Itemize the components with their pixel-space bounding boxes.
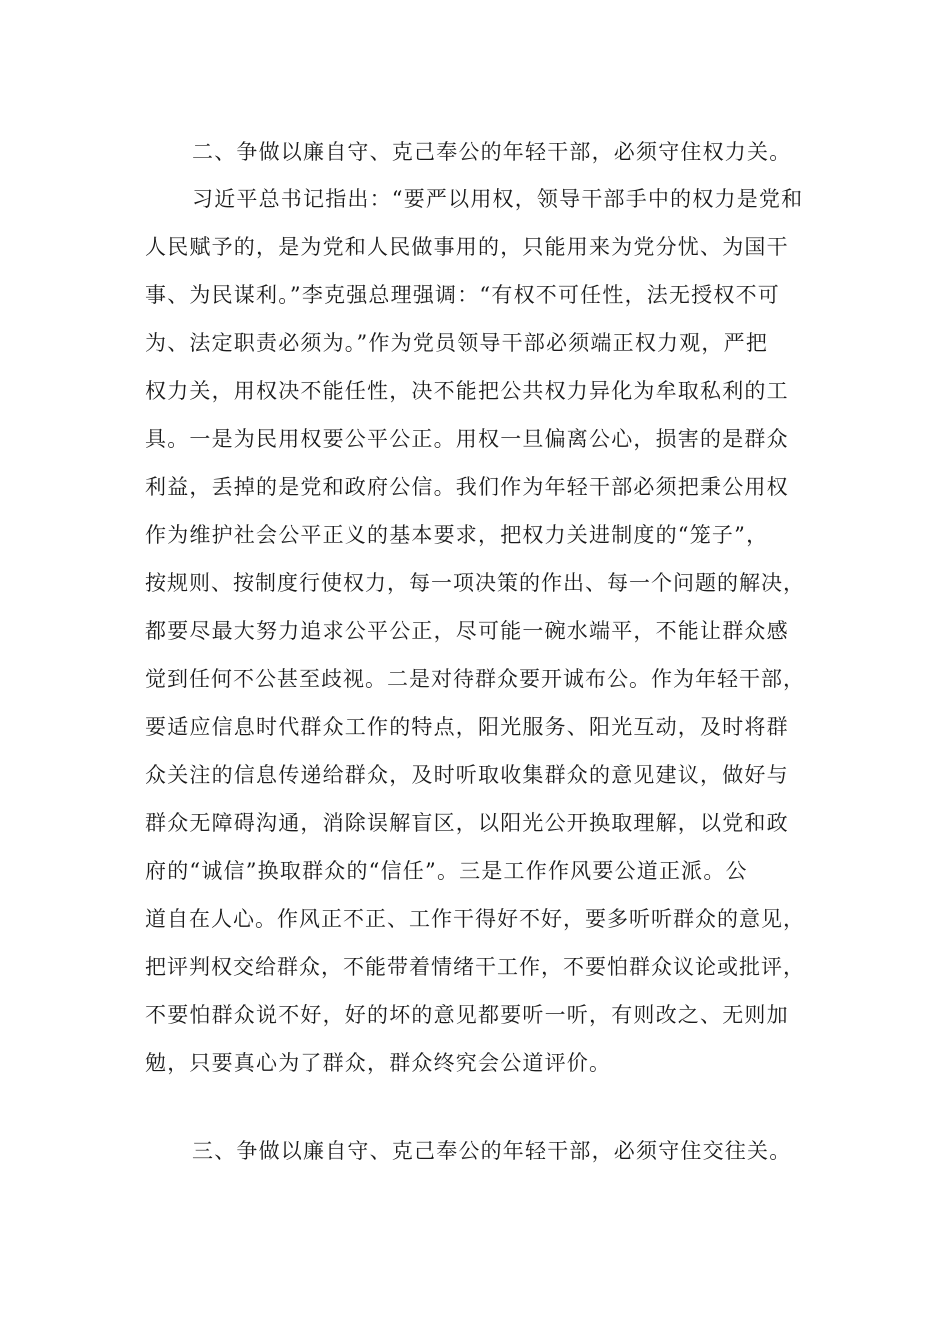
paragraph-line: 都要尽最大努力追求公平公正，尽可能一碗水端平，不能让群众感 (145, 619, 789, 643)
paragraph-line: 按规则、按制度行使权力，每一项决策的作出、每一个问题的解决， (145, 571, 805, 595)
paragraph-line: 为、法定职责必须为。”作为党员领导干部必须端正权力观，严把 (145, 331, 769, 355)
paragraph-line: 不要怕群众说不好，好的坏的意见都要听一听，有则改之、无则加 (145, 1003, 789, 1027)
paragraph-line: 具。一是为民用权要公平公正。用权一旦偏离公心，损害的是群众 (145, 427, 789, 451)
paragraph-line: 府的“诚信”换取群众的“信任”。三是工作作风要公道正派。公 (145, 859, 748, 883)
paragraph-line: 要适应信息时代群众工作的特点，阳光服务、阳光互动，及时将群 (145, 715, 789, 739)
paragraph-line: 觉到任何不公甚至歧视。二是对待群众要开诚布公。作为年轻干部， (145, 667, 805, 691)
paragraph-line: 众关注的信息传递给群众，及时听取收集群众的意见建议，做好与 (145, 763, 789, 787)
paragraph-line: 人民赋予的，是为党和人民做事用的，只能用来为党分忧、为国干 (145, 235, 789, 259)
paragraph-line: 把评判权交给群众，不能带着情绪干工作，不要怕群众议论或批评， (145, 955, 805, 979)
paragraph-line: 利益，丢掉的是党和政府公信。我们作为年轻干部必须把秉公用权 (145, 475, 789, 499)
paragraph-line: 权力关，用权决不能任性，决不能把公共权力异化为牟取私利的工 (145, 379, 789, 403)
section-heading-three: 三、争做以廉自守、克己奉公的年轻干部，必须守住交往关。 (192, 1139, 792, 1163)
paragraph-line: 勉，只要真心为了群众，群众终究会公道评价。 (145, 1051, 612, 1075)
paragraph-line: 道自在人心。作风正不正、工作干得好不好，要多听听群众的意见， (145, 907, 805, 931)
section-heading-two: 二、争做以廉自守、克己奉公的年轻干部，必须守住权力关。 (192, 140, 792, 164)
paragraph-line: 群众无障碍沟通，消除误解盲区，以阳光公开换取理解，以党和政 (145, 811, 789, 835)
paragraph-line: 作为维护社会公平正义的基本要求，把权力关进制度的“笼子”， (145, 523, 769, 547)
paragraph-line: 事、为民谋利。”李克强总理强调：“有权不可任性，法无授权不可 (145, 283, 780, 307)
paragraph-line: 习近平总书记指出：“要严以用权，领导干部手中的权力是党和 (192, 187, 804, 211)
